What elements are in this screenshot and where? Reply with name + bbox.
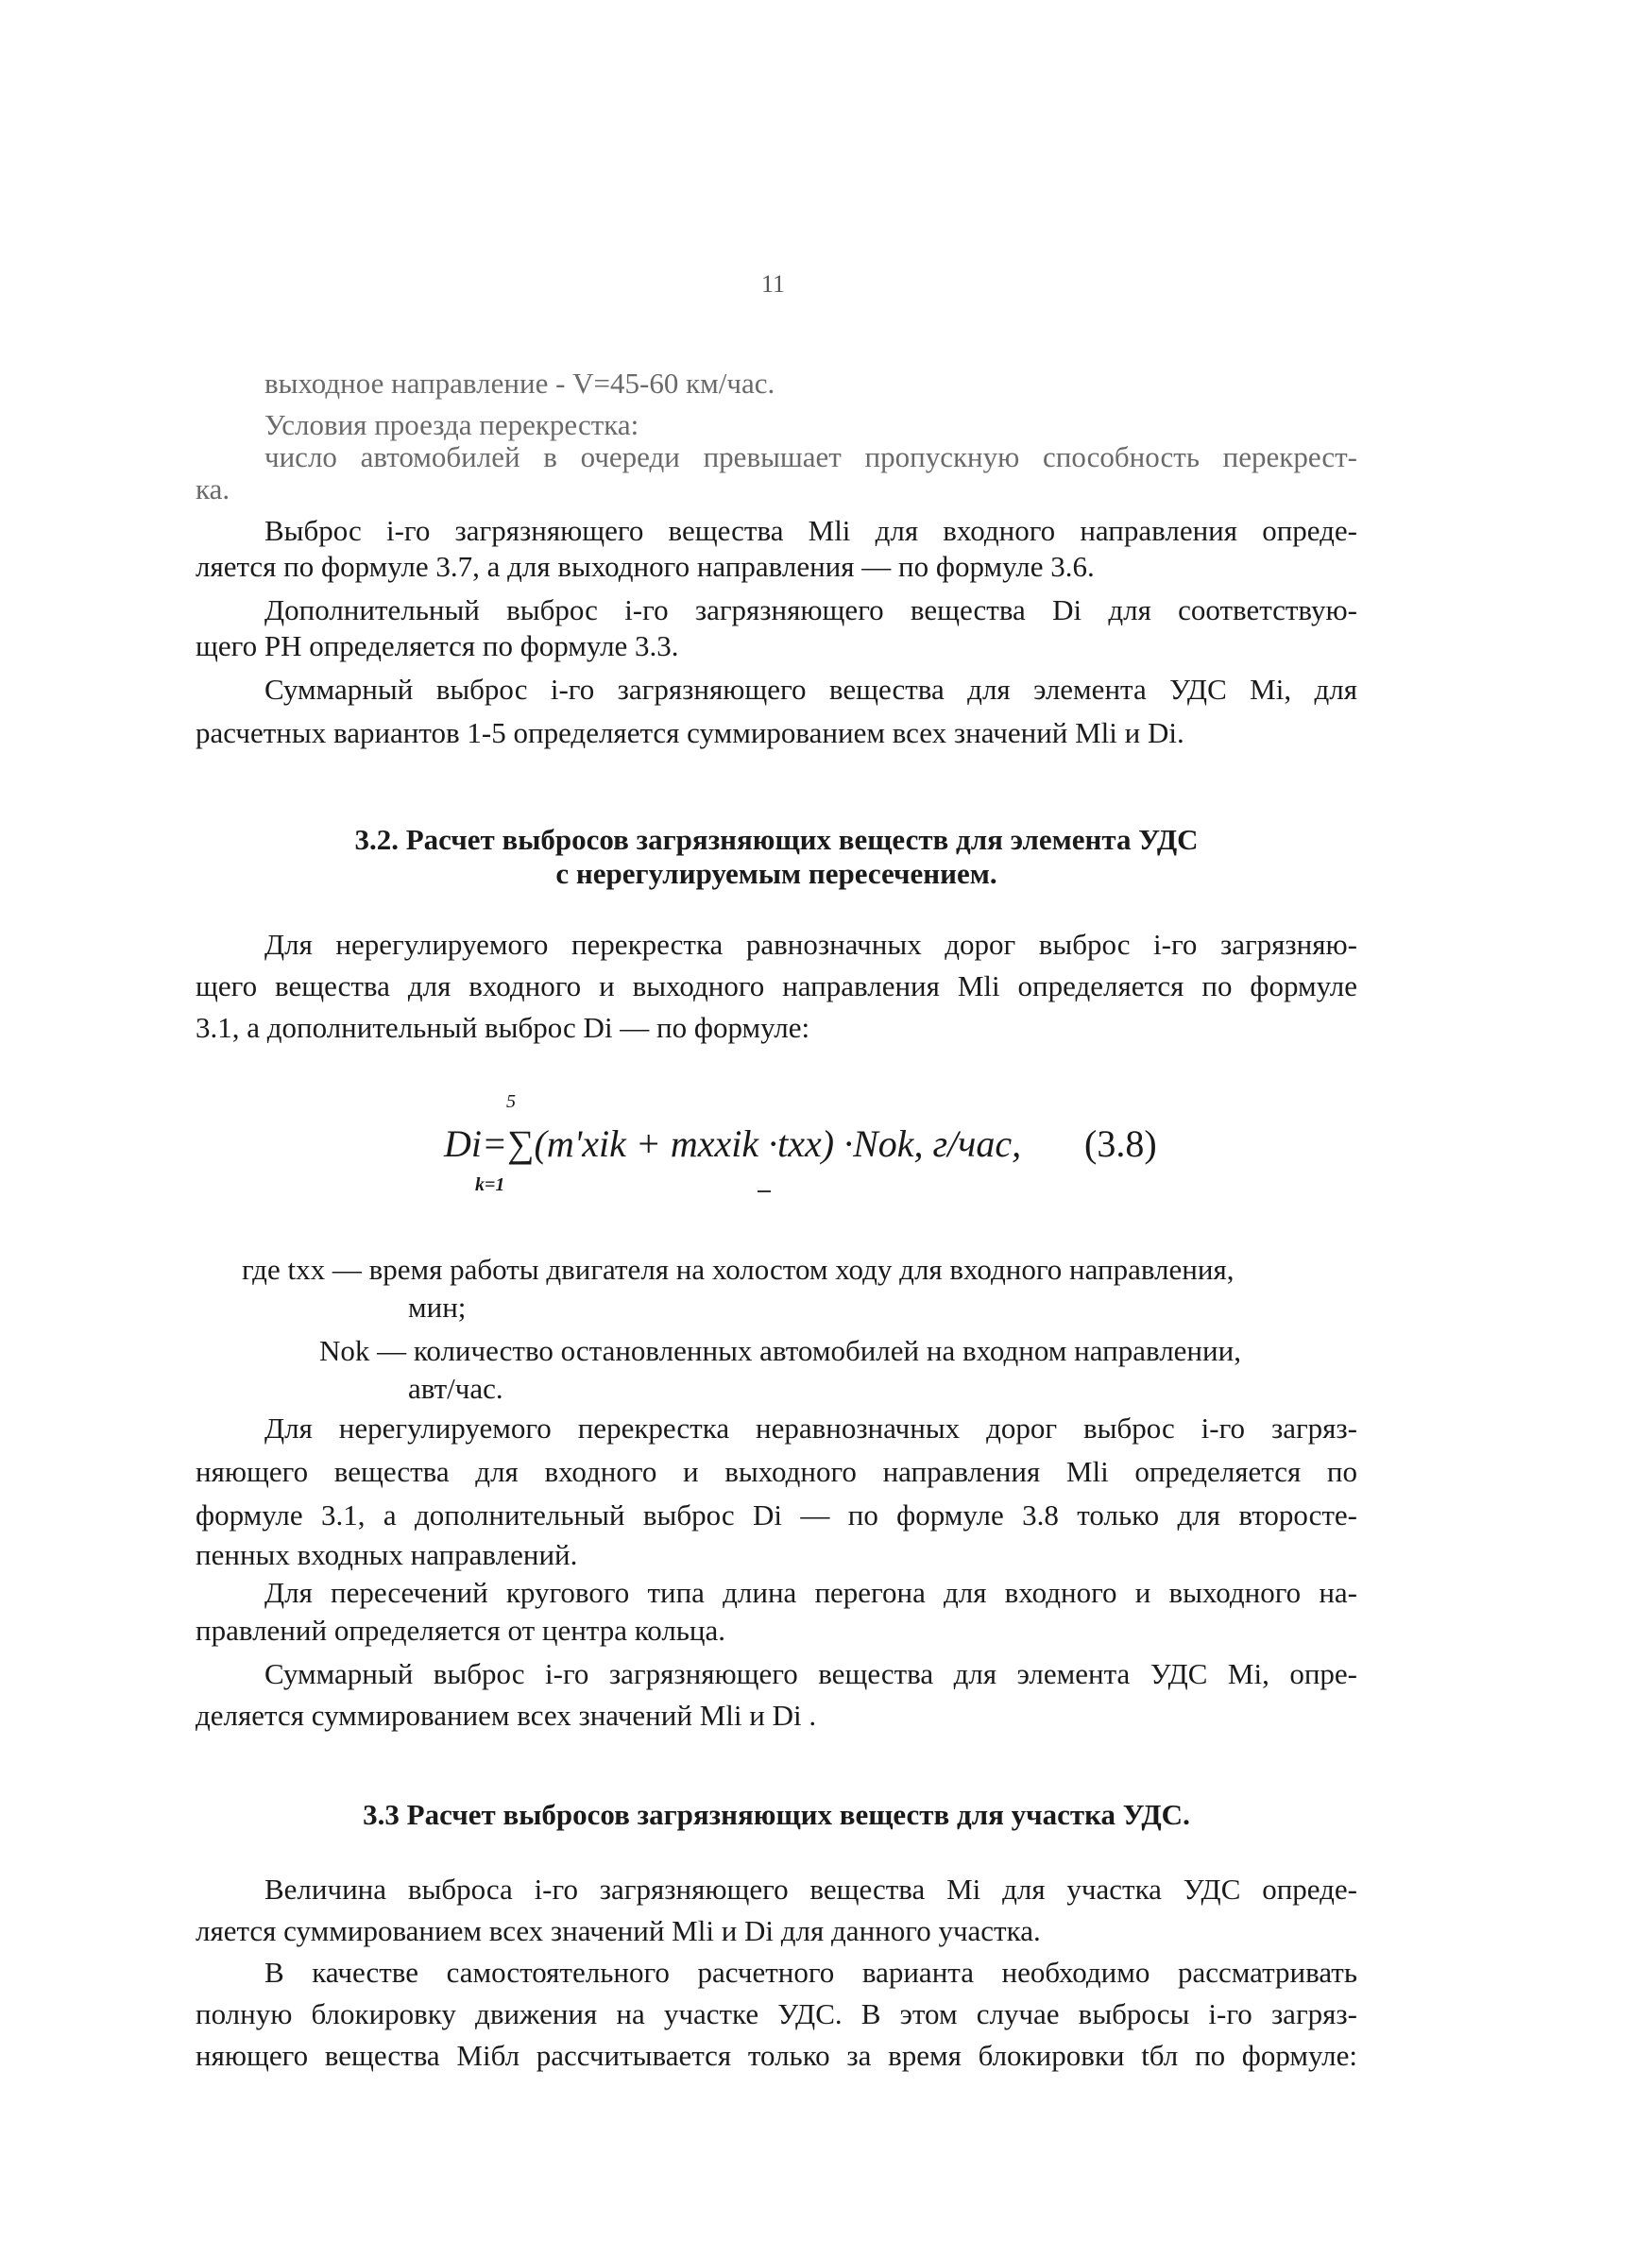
text-line: ляется суммированием всех значений Mli и Di для данного участка. (196, 1914, 1041, 1947)
text-line: няющего вещества для входного и выходного направления Mli определяется по (196, 1455, 1357, 1488)
formula-expression: Di=∑(m'xik + mxxik ·txx) ·Nok, г/час, (444, 1122, 1022, 1165)
text-line: ка. (196, 472, 230, 505)
text-line: расчетных вариантов 1-5 определяется суммированием всех значений Mli и Di. (196, 716, 1184, 749)
text-line: ляется по формуле 3.7, а для выходного направления — по формуле 3.6. (196, 550, 1095, 583)
text-line: выходное направление - V=45-60 км/час. (264, 367, 775, 400)
text-line: 3.1, а дополнительный выброс Di — по формуле: (196, 1011, 810, 1044)
text-line: пенных входных направлений. (196, 1538, 578, 1571)
text-line: Суммарный выброс i-го загрязняющего вещества для элемента УДС Mi, для (264, 673, 1357, 706)
text-line: Выброс i-го загрязняющего вещества Mli для входного направления опреде- (264, 514, 1357, 547)
text-line: где txx — время работы двигателя на холостом ходу для входного направления, (242, 1253, 1235, 1286)
text-line: мин; (408, 1291, 467, 1324)
section-heading: 3.2. Расчет выбросов загрязняющих веществ для элемента УДС (354, 823, 1199, 856)
page-number: 11 (761, 270, 786, 298)
text-line: В качестве самостоятельного расчетного варианта необходимо рассматривать (264, 1956, 1357, 1989)
text-line: авт/час. (408, 1372, 503, 1405)
text-line: полную блокировку движения на участке УДС. В этом случае выбросы i-го загряз- (196, 1997, 1357, 2030)
text-line: Дополнительный выброс i-го загрязняющего вещества Di для соответствую- (264, 593, 1357, 626)
text-line: Для нерегулируемого перекрестка равнозначных дорог выброс i-го загрязняю- (264, 928, 1357, 961)
text-line: Nok — количество остановленных автомобилей на входном направлении, (319, 1334, 1241, 1367)
formula-3-8 (444, 1121, 1200, 1178)
section-heading: с нерегулируемым пересечением. (555, 857, 997, 890)
text-line: Условия проезда перекрестка: (264, 408, 639, 441)
text-line: Величина выброса i-го загрязняющего вещества Mi для участка УДС опреде- (264, 1873, 1357, 1906)
text-line: Для нерегулируемого перекрестка неравнозначных дорог выброс i-го загряз- (264, 1412, 1357, 1445)
section-heading: 3.3 Расчет выбросов загрязняющих веществ для участка УДС. (363, 1798, 1190, 1831)
text-line: число автомобилей в очереди превышает пропускную способность перекрест- (264, 440, 1357, 473)
formula-number: (3.8) (1084, 1122, 1157, 1165)
text-line: правлений определяется от центра кольца. (196, 1614, 726, 1647)
text-line: формуле 3.1, а дополнительный выброс Di — по формуле 3.8 только для второсте- (196, 1498, 1357, 1532)
text-line: деляется суммированием всех значений Mli и Di . (196, 1699, 817, 1732)
sum-upper-limit: 5 (506, 1091, 516, 1112)
text-line: щего РН определяется по формуле 3.3. (196, 629, 679, 662)
text-line: няющего вещества Miбл рассчитывается только за время блокировки tбл по формуле: (196, 2039, 1357, 2072)
text-line: щего вещества для входного и выходного направления Mli определяется по формуле (196, 969, 1357, 1002)
sum-lower-limit: k=1 (475, 1174, 505, 1195)
formula-mark (758, 1190, 771, 1192)
text-line: Суммарный выброс i-го загрязняющего вещества для элемента УДС Mi, опре- (264, 1657, 1357, 1690)
text-line: Для пересечений кругового типа длина перегона для входного и выходного на- (264, 1576, 1357, 1609)
